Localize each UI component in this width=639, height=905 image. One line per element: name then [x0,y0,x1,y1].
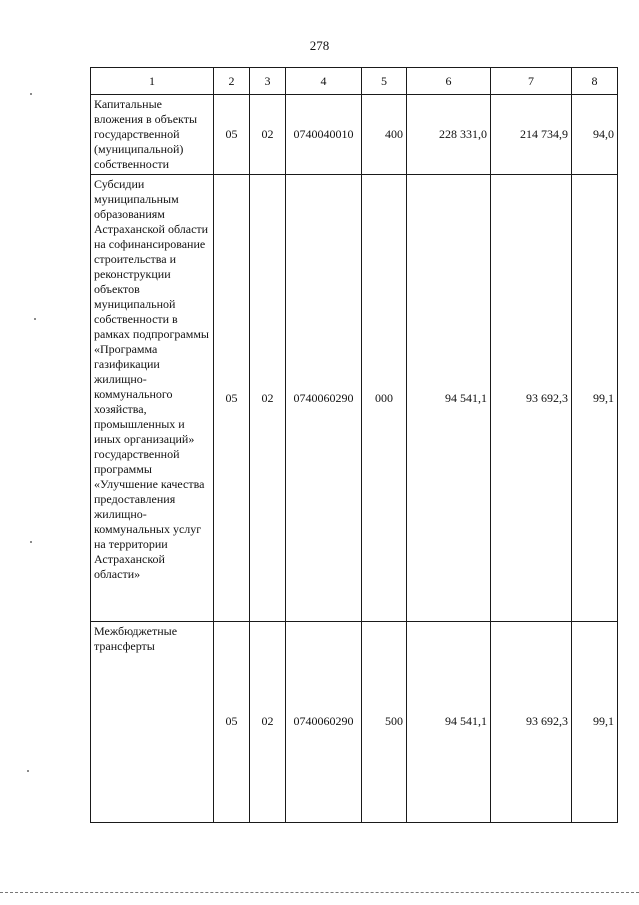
budget-table [90,67,618,823]
column-header: 2 [214,68,250,95]
section-code: 05 [214,175,250,622]
execution-percent: 99,1 [572,175,618,622]
column-header: 7 [491,68,572,95]
table-row [91,622,618,823]
subsection-code: 02 [250,175,286,622]
scan-speck [27,770,29,772]
column-header: 5 [362,68,407,95]
scan-speck [30,93,32,95]
expense-description: Капитальные вложения в объекты государственной (муниципальной) собственности [91,95,214,175]
page-bottom-rule [0,892,639,893]
target-article-code: 0740060290 [286,175,362,622]
header-row [91,68,618,95]
column-header: 8 [572,68,618,95]
target-article-code: 0740060290 [286,622,362,823]
table-row [91,95,618,175]
scan-speck [34,318,36,320]
planned-amount: 94 541,1 [407,622,491,823]
actual-amount: 93 692,3 [491,175,572,622]
planned-amount: 228 331,0 [407,95,491,175]
execution-percent: 94,0 [572,95,618,175]
column-header: 4 [286,68,362,95]
column-header: 1 [91,68,214,95]
table-row [91,175,618,622]
expense-type-code: 000 [362,175,407,622]
subsection-code: 02 [250,95,286,175]
actual-amount: 93 692,3 [491,622,572,823]
section-code: 05 [214,622,250,823]
section-code: 05 [214,95,250,175]
expense-type-code: 500 [362,622,407,823]
expense-type-code: 400 [362,95,407,175]
planned-amount: 94 541,1 [407,175,491,622]
execution-percent: 99,1 [572,622,618,823]
column-header: 3 [250,68,286,95]
scan-speck [30,541,32,543]
expense-description: Межбюджетные трансферты [91,622,214,823]
page-number: 278 [309,38,330,53]
target-article-code: 0740040010 [286,95,362,175]
column-header: 6 [407,68,491,95]
subsection-code: 02 [250,622,286,823]
actual-amount: 214 734,9 [491,95,572,175]
expense-description: Субсидии муниципальным образованиям Астраханской области на софинансирование строительства и реконструкции объектов муниципальной собственности в рамках подпрограммы «Программа газификации жилищно-коммунального хозяйства, промышленных и иных организаций» государственной программы «Улучшение качества предоставления жилищно-коммунальных услуг на территории Астраханской области» [91,175,214,622]
